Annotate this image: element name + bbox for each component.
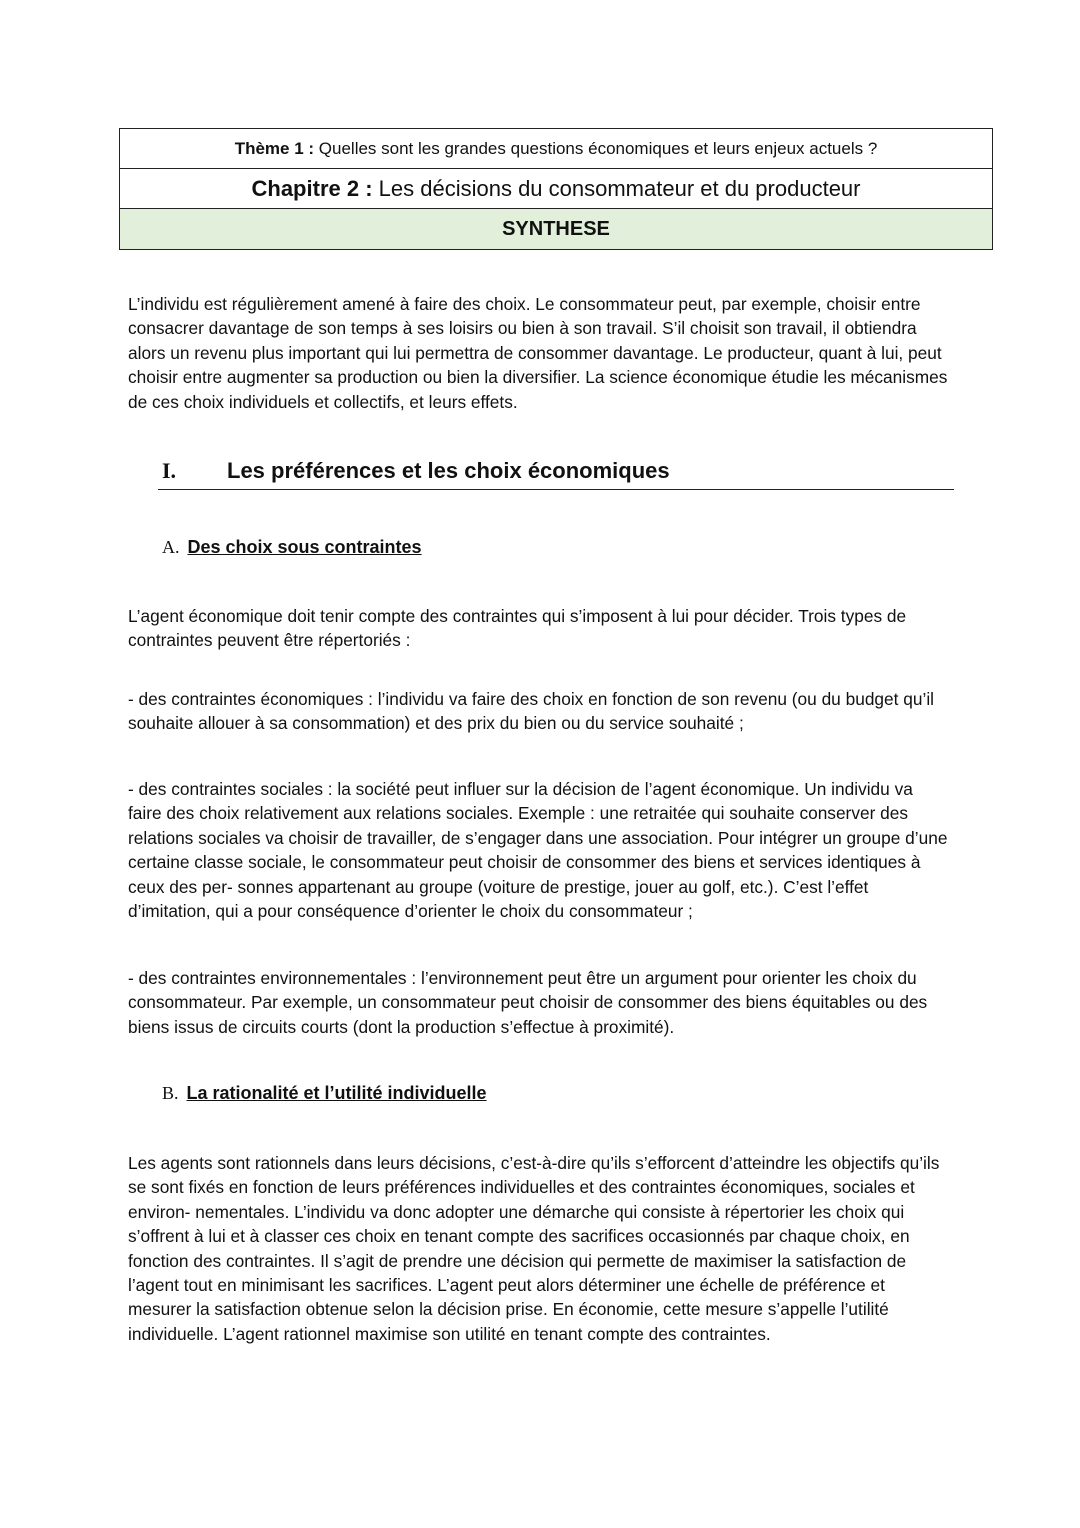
subsection-b-title: La rationalité et l’utilité individuelle	[186, 1083, 487, 1103]
subsection-a-letter: A.	[162, 537, 180, 557]
chapter-text: Les décisions du consommateur et du producteur	[378, 176, 861, 201]
rationality-paragraph: Les agents sont rationnels dans leurs décisions, c’est-à-dire qu’ils s’efforcent d’atteindre les objectifs qu’ils se sont fixés en fonction de leurs préférences individuelles et des contraintes économiques, sociales et environ- nementales. L’individu va donc adopter une démarche qui consiste à répertorier les choix qui s’offrent à lui et à classer ces choix en tenant compte des sacrifices occasionnés par chaque choix, en fonction des contraintes. Il s’agit de prendre une décision qui permette de maximiser la satisfaction de l’agent tout en minimisant les sacrifices. L’agent peut alors déterminer une échelle de préférence et mesurer la satisfaction obtenue selon la décision prise. En économie, cette mesure s’appelle l’utilité individuelle. L’agent rationnel maximise son utilité en tenant compte des contraintes.	[128, 1153, 940, 1344]
subsection-b-heading	[162, 1083, 487, 1104]
social-constraints-paragraph: - des contraintes sociales : la société peut influer sur la décision de l’agent économique. Un individu va faire des choix relativement aux relations sociales. Exemple : une retraitée qui souhaite conserver des relations sociales va choisir de travailler, de s’engager dans une association. Pour intégrer un groupe d’une certaine classe sociale, le consommateur peut choisir de consommer des biens et services identiques à ceux des per- sonnes appartenant au groupe (voiture de prestige, jouer au golf, etc.). C’est l’effet d’imitation, qui a pour conséquence d’orienter le choix du consommateur ;	[128, 779, 948, 922]
chapter-row	[120, 169, 992, 209]
theme-label: Thème 1 :	[234, 139, 315, 158]
environmental-constraints-paragraph: - des contraintes environnementales : l’environnement peut être un argument pour orienter les choix du consommateur. Par exemple, un consommateur peut choisir de consommer des biens équitables ou des biens issus de circuits courts (dont la production s’effectue à proximité).	[128, 968, 928, 1037]
constraints-intro-paragraph: L’agent économique doit tenir compte des contraintes qui s’imposent à lui pour décider. Trois types de contraintes peuvent être répertoriés :	[128, 606, 907, 651]
section-1-heading	[158, 458, 954, 490]
section-1-title: Les préférences et les choix économiques	[227, 458, 670, 483]
subsection-b-letter: B.	[162, 1083, 179, 1103]
economic-constraints-paragraph: - des contraintes économiques : l’individu va faire des choix en fonction de son revenu (ou du budget qu’il souhaite allouer à sa consommation) et des prix du bien ou du service souhaité ;	[128, 689, 934, 734]
theme-row	[120, 129, 992, 169]
synthese-row	[120, 209, 992, 249]
subsection-a-title: Des choix sous contraintes	[187, 537, 422, 557]
theme-text: Quelles sont les grandes questions économiques et leurs enjeux actuels ?	[318, 139, 878, 158]
chapter-label: Chapitre 2 :	[251, 176, 373, 201]
section-1-number: I.	[162, 458, 177, 483]
synthese-label: SYNTHESE	[502, 218, 610, 240]
header-table	[119, 128, 993, 250]
subsection-a-heading	[162, 537, 422, 558]
intro-paragraph: L’individu est régulièrement amené à faire des choix. Le consommateur peut, par exemple, choisir entre consacrer davantage de son temps à ses loisirs ou bien à son travail. S’il choisit son travail, il obtiendra alors un revenu plus important qui lui permettra de consommer davantage. Le producteur, quant à lui, peut choisir entre augmenter sa production ou bien la diversifier. La science économique étudie les mécanismes de ces choix individuels et collectifs, et leurs effets.	[128, 294, 948, 412]
